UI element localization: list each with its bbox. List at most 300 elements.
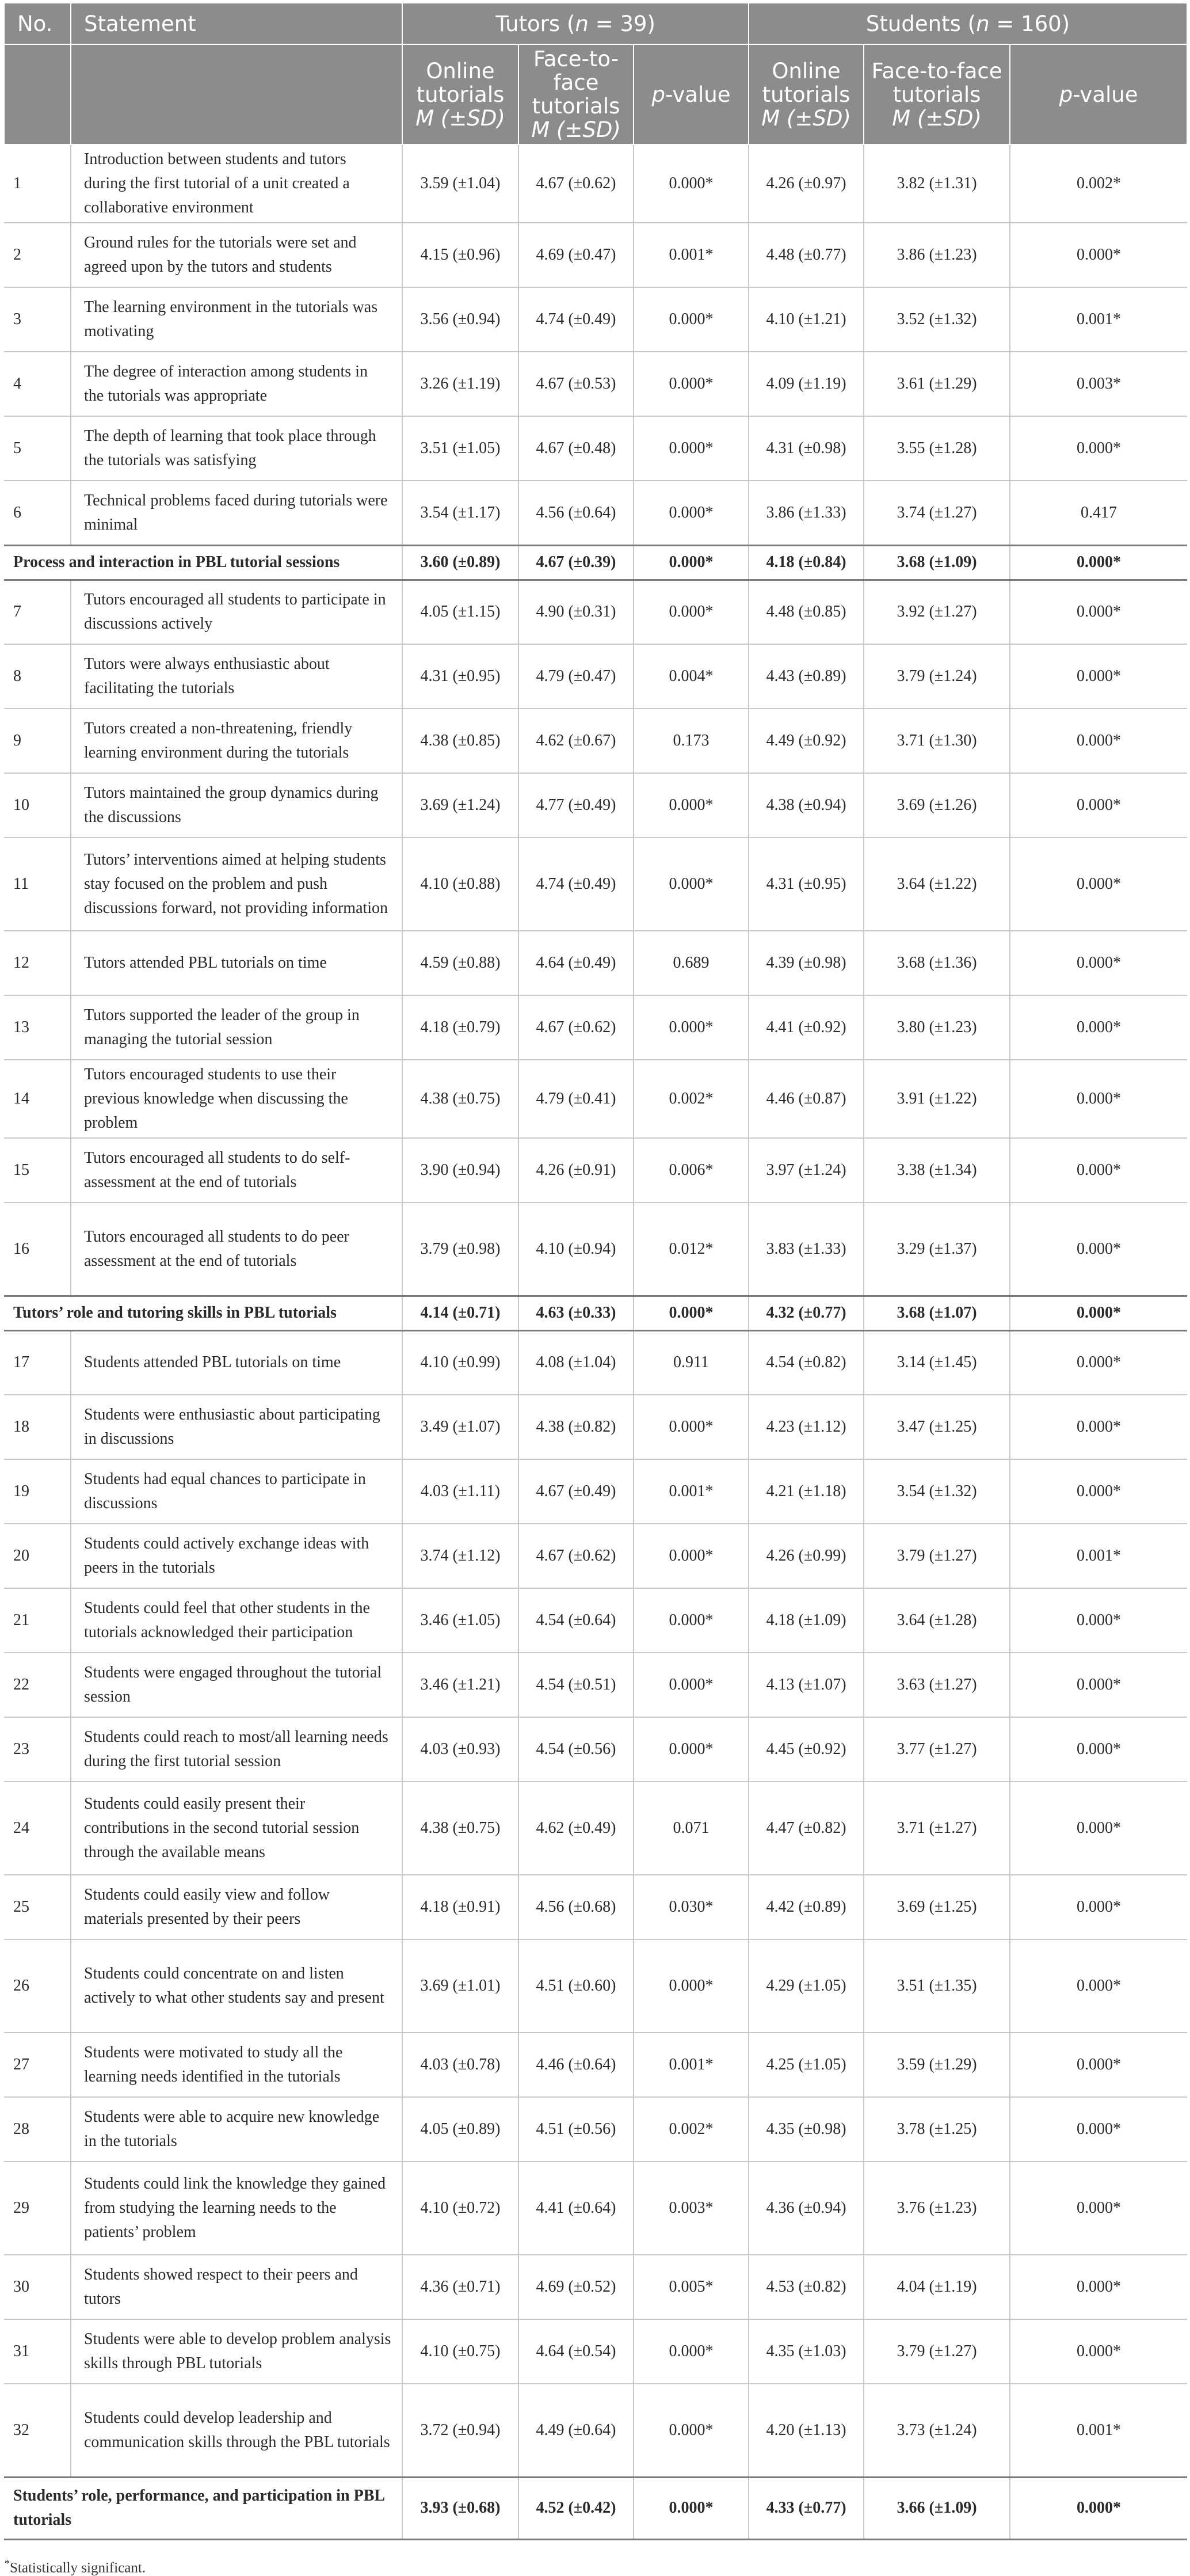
table-row [4,1939,1187,2033]
header-students-online: Online tutorials M (±SD) [749,44,864,144]
value-cell-s-f2f: 3.76 (±1.23) [864,2162,1010,2255]
value-cell-t-f2f: 4.67 (±0.39) [518,545,634,580]
value-cell-t-p: 0.000* [634,2384,749,2477]
value-cell-t-online: 3.79 (±0.98) [402,1203,518,1296]
row-number: 23 [4,1717,71,1782]
value-cell-t-f2f: 4.69 (±0.52) [518,2255,634,2319]
value-cell-t-online: 3.51 (±1.05) [402,416,518,481]
statement-cell: The degree of interaction among students in the tutorials was appropriate [71,352,402,416]
value-cell-t-p: 0.000* [634,1588,749,1653]
value-cell-t-p: 0.000* [634,416,749,481]
value-cell-t-p: 0.000* [634,1717,749,1782]
value-cell-t-online: 4.36 (±0.71) [402,2255,518,2319]
value-cell-s-p: 0.000* [1010,1138,1187,1203]
value-cell-s-online: 4.18 (±0.84) [749,545,864,580]
value-cell-s-online: 3.97 (±1.24) [749,1138,864,1203]
table-container [3,2,1187,2576]
value-cell-t-online: 4.38 (±0.85) [402,709,518,773]
value-cell-s-f2f: 3.47 (±1.25) [864,1395,1010,1459]
value-cell-t-p: 0.001* [634,2033,749,2097]
value-cell-s-f2f: 3.91 (±1.22) [864,1060,1010,1138]
table-row [4,838,1187,931]
value-cell-s-online: 4.48 (±0.77) [749,223,864,287]
value-cell-s-f2f: 3.86 (±1.23) [864,223,1010,287]
value-cell-t-online: 4.10 (±0.99) [402,1330,518,1395]
value-cell-s-p: 0.000* [1010,2477,1187,2539]
value-cell-s-p: 0.417 [1010,481,1187,545]
value-cell-t-online: 3.74 (±1.12) [402,1524,518,1588]
row-number: 1 [4,144,71,223]
value-cell-t-online: 4.05 (±0.89) [402,2097,518,2162]
table-row [4,1395,1187,1459]
table-row [4,1653,1187,1717]
value-cell-s-online: 4.38 (±0.94) [749,773,864,838]
statement-cell: Students could easily view and follow materials presented by their peers [71,1875,402,1939]
value-cell-s-f2f: 3.61 (±1.29) [864,352,1010,416]
value-cell-t-online: 4.18 (±0.79) [402,995,518,1060]
header-no: No. [4,3,71,44]
value-cell-s-online: 4.26 (±0.97) [749,144,864,223]
table-row [4,995,1187,1060]
value-cell-t-online: 4.10 (±0.72) [402,2162,518,2255]
value-cell-s-p: 0.000* [1010,2162,1187,2255]
value-cell-s-p: 0.000* [1010,2033,1187,2097]
value-cell-s-f2f: 3.82 (±1.31) [864,144,1010,223]
value-cell-s-p: 0.000* [1010,223,1187,287]
value-cell-s-f2f: 3.55 (±1.28) [864,416,1010,481]
value-cell-t-f2f: 4.26 (±0.91) [518,1138,634,1203]
statement-cell: The depth of learning that took place through the tutorials was satisfying [71,416,402,481]
table-header [4,3,1187,144]
statement-cell: Students attended PBL tutorials on time [71,1330,402,1395]
value-cell-t-online: 4.10 (±0.75) [402,2319,518,2384]
row-number: 2 [4,223,71,287]
value-cell-s-online: 4.43 (±0.89) [749,644,864,709]
value-cell-t-f2f: 4.67 (±0.48) [518,416,634,481]
value-cell-t-online: 3.49 (±1.07) [402,1395,518,1459]
table-row [4,2033,1187,2097]
value-cell-s-p: 0.000* [1010,838,1187,931]
value-cell-s-p: 0.002* [1010,144,1187,223]
value-cell-t-p: 0.012* [634,1203,749,1296]
value-cell-s-f2f: 3.71 (±1.30) [864,709,1010,773]
value-cell-t-online: 4.10 (±0.88) [402,838,518,931]
value-cell-t-online: 4.14 (±0.71) [402,1296,518,1330]
value-cell-t-online: 3.46 (±1.21) [402,1653,518,1717]
section-title: Tutors’ role and tutoring skills in PBL tutorials [4,1296,402,1330]
value-cell-t-p: 0.000* [634,2319,749,2384]
table-row [4,223,1187,287]
value-cell-t-f2f: 4.74 (±0.49) [518,287,634,352]
value-cell-s-p: 0.000* [1010,1588,1187,1653]
value-cell-t-f2f: 4.10 (±0.94) [518,1203,634,1296]
table-row [4,1060,1187,1138]
footnote [3,2558,1187,2576]
value-cell-t-online: 4.38 (±0.75) [402,1060,518,1138]
value-cell-t-f2f: 4.74 (±0.49) [518,838,634,931]
value-cell-t-f2f: 4.51 (±0.56) [518,2097,634,2162]
value-cell-s-p: 0.001* [1010,2384,1187,2477]
statement-cell: Students were able to develop problem analysis skills through PBL tutorials [71,2319,402,2384]
value-cell-t-p: 0.005* [634,2255,749,2319]
value-cell-s-online: 4.09 (±1.19) [749,352,864,416]
table-row [4,1717,1187,1782]
value-cell-s-f2f: 3.74 (±1.27) [864,481,1010,545]
row-number: 10 [4,773,71,838]
value-cell-t-p: 0.001* [634,223,749,287]
value-cell-t-f2f: 4.08 (±1.04) [518,1330,634,1395]
value-cell-s-f2f: 3.71 (±1.27) [864,1782,1010,1875]
statement-cell: Students could feel that other students in the tutorials acknowledged their participation [71,1588,402,1653]
value-cell-t-f2f: 4.49 (±0.64) [518,2384,634,2477]
table-row [4,1588,1187,1653]
header-tutors-pvalue: p-value [634,44,749,144]
row-number: 4 [4,352,71,416]
value-cell-s-p: 0.000* [1010,2097,1187,2162]
value-cell-t-f2f: 4.64 (±0.54) [518,2319,634,2384]
value-cell-s-p: 0.000* [1010,1459,1187,1524]
value-cell-s-f2f: 3.73 (±1.24) [864,2384,1010,2477]
value-cell-t-f2f: 4.67 (±0.49) [518,1459,634,1524]
value-cell-s-p: 0.000* [1010,416,1187,481]
value-cell-t-online: 4.03 (±0.93) [402,1717,518,1782]
value-cell-s-f2f: 3.69 (±1.26) [864,773,1010,838]
row-number: 7 [4,580,71,644]
value-cell-t-p: 0.003* [634,2162,749,2255]
value-cell-s-online: 4.25 (±1.05) [749,2033,864,2097]
table-row [4,644,1187,709]
value-cell-s-p: 0.000* [1010,1653,1187,1717]
table-row [4,1138,1187,1203]
table-row [4,2319,1187,2384]
value-cell-s-f2f: 3.68 (±1.09) [864,545,1010,580]
value-cell-s-p: 0.000* [1010,644,1187,709]
header-tutors-online: Online tutorials M (±SD) [402,44,518,144]
statement-cell: Students were able to acquire new knowledge in the tutorials [71,2097,402,2162]
value-cell-s-p: 0.000* [1010,1395,1187,1459]
value-cell-t-p: 0.000* [634,838,749,931]
header-tutors: Tutors (n = 39) [402,3,749,44]
header-students-f2f: Face-to-face tutorials M (±SD) [864,44,1010,144]
value-cell-t-f2f: 4.77 (±0.49) [518,773,634,838]
row-number: 26 [4,1939,71,2033]
value-cell-t-p: 0.000* [634,773,749,838]
section-summary-row [4,1296,1187,1330]
results-table [3,2,1188,2540]
row-number: 21 [4,1588,71,1653]
table-row [4,1203,1187,1296]
row-number: 8 [4,644,71,709]
value-cell-t-f2f: 4.54 (±0.51) [518,1653,634,1717]
value-cell-t-f2f: 4.54 (±0.64) [518,1588,634,1653]
value-cell-s-online: 4.47 (±0.82) [749,1782,864,1875]
value-cell-s-f2f: 3.29 (±1.37) [864,1203,1010,1296]
statement-cell: The learning environment in the tutorials was motivating [71,287,402,352]
value-cell-s-online: 3.86 (±1.33) [749,481,864,545]
value-cell-s-f2f: 3.79 (±1.27) [864,2319,1010,2384]
value-cell-s-online: 4.35 (±1.03) [749,2319,864,2384]
value-cell-s-online: 4.20 (±1.13) [749,2384,864,2477]
value-cell-t-f2f: 4.63 (±0.33) [518,1296,634,1330]
value-cell-t-p: 0.002* [634,2097,749,2162]
value-cell-s-p: 0.000* [1010,1203,1187,1296]
table-row [4,2162,1187,2255]
footnote-text: Statistically significant. [10,2559,146,2575]
value-cell-t-f2f: 4.46 (±0.64) [518,2033,634,2097]
row-number: 18 [4,1395,71,1459]
statement-cell: Students could concentrate on and listen actively to what other students say and present [71,1939,402,2033]
value-cell-s-f2f: 3.80 (±1.23) [864,995,1010,1060]
value-cell-t-p: 0.030* [634,1875,749,1939]
statement-cell: Students could reach to most/all learning needs during the first tutorial session [71,1717,402,1782]
value-cell-s-online: 4.54 (±0.82) [749,1330,864,1395]
value-cell-t-p: 0.004* [634,644,749,709]
value-cell-t-online: 4.31 (±0.95) [402,644,518,709]
row-number: 5 [4,416,71,481]
value-cell-s-p: 0.000* [1010,995,1187,1060]
statement-cell: Introduction between students and tutors during the first tutorial of a unit created a collaborative environment [71,144,402,223]
row-number: 19 [4,1459,71,1524]
row-number: 14 [4,1060,71,1138]
table-row [4,1459,1187,1524]
value-cell-t-online: 3.93 (±0.68) [402,2477,518,2539]
value-cell-s-online: 4.18 (±1.09) [749,1588,864,1653]
value-cell-t-online: 4.03 (±0.78) [402,2033,518,2097]
value-cell-s-f2f: 3.64 (±1.28) [864,1588,1010,1653]
row-number: 20 [4,1524,71,1588]
statement-cell: Technical problems faced during tutorials were minimal [71,481,402,545]
value-cell-s-f2f: 3.78 (±1.25) [864,2097,1010,2162]
value-cell-t-p: 0.000* [634,545,749,580]
section-title: Process and interaction in PBL tutorial sessions [4,545,402,580]
value-cell-t-p: 0.689 [634,931,749,995]
table-row [4,1782,1187,1875]
value-cell-t-p: 0.000* [634,352,749,416]
row-number: 12 [4,931,71,995]
value-cell-t-f2f: 4.54 (±0.56) [518,1717,634,1782]
value-cell-s-f2f: 3.77 (±1.27) [864,1717,1010,1782]
row-number: 17 [4,1330,71,1395]
value-cell-t-online: 4.03 (±1.11) [402,1459,518,1524]
value-cell-s-online: 4.31 (±0.95) [749,838,864,931]
value-cell-s-online: 4.29 (±1.05) [749,1939,864,2033]
statement-cell: Tutors created a non-threatening, friendly learning environment during the tutorials [71,709,402,773]
statement-cell: Tutors encouraged students to use their previous knowledge when discussing the problem [71,1060,402,1138]
statement-cell: Tutors maintained the group dynamics during the discussions [71,773,402,838]
value-cell-s-f2f: 3.66 (±1.09) [864,2477,1010,2539]
value-cell-t-online: 3.59 (±1.04) [402,144,518,223]
value-cell-s-online: 4.36 (±0.94) [749,2162,864,2255]
table-row [4,2255,1187,2319]
value-cell-s-p: 0.000* [1010,2255,1187,2319]
statement-cell: Tutors encouraged all students to participate in discussions actively [71,580,402,644]
section-title: Students’ role, performance, and participation in PBL tutorials [4,2477,402,2539]
section-summary-row [4,545,1187,580]
table-row [4,709,1187,773]
row-number: 28 [4,2097,71,2162]
header-students-pvalue: p-value [1010,44,1187,144]
header-blank-1 [4,44,71,144]
table-row [4,2097,1187,2162]
table-row [4,773,1187,838]
statement-cell: Tutors’ interventions aimed at helping students stay focused on the problem and push discussions forward, not providing information [71,838,402,931]
value-cell-s-p: 0.000* [1010,545,1187,580]
value-cell-s-p: 0.000* [1010,1060,1187,1138]
value-cell-t-f2f: 4.51 (±0.60) [518,1939,634,2033]
value-cell-t-online: 4.05 (±1.15) [402,580,518,644]
value-cell-s-p: 0.000* [1010,1330,1187,1395]
value-cell-s-f2f: 3.59 (±1.29) [864,2033,1010,2097]
row-number: 25 [4,1875,71,1939]
value-cell-s-p: 0.000* [1010,709,1187,773]
header-blank-2 [71,44,402,144]
statement-cell: Students were motivated to study all the learning needs identified in the tutorials [71,2033,402,2097]
table-row [4,580,1187,644]
value-cell-s-f2f: 3.14 (±1.45) [864,1330,1010,1395]
value-cell-t-f2f: 4.56 (±0.64) [518,481,634,545]
value-cell-t-p: 0.911 [634,1330,749,1395]
value-cell-t-f2f: 4.79 (±0.41) [518,1060,634,1138]
value-cell-s-f2f: 3.68 (±1.36) [864,931,1010,995]
value-cell-s-online: 4.35 (±0.98) [749,2097,864,2162]
value-cell-s-f2f: 3.38 (±1.34) [864,1138,1010,1203]
value-cell-s-f2f: 3.79 (±1.27) [864,1524,1010,1588]
row-number: 6 [4,481,71,545]
value-cell-t-p: 0.000* [634,995,749,1060]
value-cell-s-p: 0.000* [1010,1782,1187,1875]
header-students: Students (n = 160) [749,3,1187,44]
value-cell-s-online: 4.26 (±0.99) [749,1524,864,1588]
value-cell-t-online: 3.90 (±0.94) [402,1138,518,1203]
row-number: 13 [4,995,71,1060]
row-number: 15 [4,1138,71,1203]
row-number: 3 [4,287,71,352]
header-statement: Statement [71,3,402,44]
statement-cell: Students were enthusiastic about participating in discussions [71,1395,402,1459]
value-cell-s-online: 4.42 (±0.89) [749,1875,864,1939]
statement-cell: Students could easily present their contributions in the second tutorial session through the available means [71,1782,402,1875]
row-number: 30 [4,2255,71,2319]
statement-cell: Students could develop leadership and communication skills through the PBL tutorials [71,2384,402,2477]
value-cell-t-p: 0.000* [634,1296,749,1330]
value-cell-t-f2f: 4.67 (±0.62) [518,1524,634,1588]
row-number: 24 [4,1782,71,1875]
value-cell-s-p: 0.000* [1010,2319,1187,2384]
value-cell-s-p: 0.000* [1010,1875,1187,1939]
value-cell-s-online: 4.39 (±0.98) [749,931,864,995]
value-cell-s-p: 0.001* [1010,1524,1187,1588]
row-number: 29 [4,2162,71,2255]
footnote-mark: * [5,2557,10,2569]
table-row [4,144,1187,223]
value-cell-t-p: 0.006* [634,1138,749,1203]
value-cell-t-p: 0.000* [634,1395,749,1459]
value-cell-t-online: 3.69 (±1.24) [402,773,518,838]
value-cell-t-online: 3.72 (±0.94) [402,2384,518,2477]
statement-cell: Tutors attended PBL tutorials on time [71,931,402,995]
row-number: 11 [4,838,71,931]
value-cell-t-f2f: 4.62 (±0.67) [518,709,634,773]
value-cell-t-p: 0.002* [634,1060,749,1138]
value-cell-s-online: 4.23 (±1.12) [749,1395,864,1459]
value-cell-s-f2f: 3.92 (±1.27) [864,580,1010,644]
value-cell-s-online: 4.21 (±1.18) [749,1459,864,1524]
table-row [4,1875,1187,1939]
value-cell-t-p: 0.001* [634,1459,749,1524]
value-cell-s-online: 4.33 (±0.77) [749,2477,864,2539]
statement-cell: Tutors encouraged all students to do self-assessment at the end of tutorials [71,1138,402,1203]
value-cell-s-online: 4.49 (±0.92) [749,709,864,773]
row-number: 32 [4,2384,71,2477]
value-cell-t-f2f: 4.62 (±0.49) [518,1782,634,1875]
value-cell-t-f2f: 4.67 (±0.62) [518,995,634,1060]
header-tutors-f2f: Face-to-face tutorials M (±SD) [518,44,634,144]
value-cell-s-online: 4.48 (±0.85) [749,580,864,644]
value-cell-t-p: 0.000* [634,287,749,352]
table-row [4,481,1187,545]
value-cell-s-online: 4.46 (±0.87) [749,1060,864,1138]
value-cell-t-f2f: 4.67 (±0.53) [518,352,634,416]
value-cell-t-f2f: 4.69 (±0.47) [518,223,634,287]
value-cell-s-online: 4.31 (±0.98) [749,416,864,481]
value-cell-t-online: 3.60 (±0.89) [402,545,518,580]
value-cell-t-online: 3.54 (±1.17) [402,481,518,545]
row-number: 16 [4,1203,71,1296]
row-number: 9 [4,709,71,773]
table-row [4,931,1187,995]
value-cell-s-online: 4.45 (±0.92) [749,1717,864,1782]
value-cell-t-online: 3.26 (±1.19) [402,352,518,416]
statement-cell: Students were engaged throughout the tutorial session [71,1653,402,1717]
value-cell-s-f2f: 3.52 (±1.32) [864,287,1010,352]
value-cell-t-online: 4.38 (±0.75) [402,1782,518,1875]
value-cell-s-f2f: 3.79 (±1.24) [864,644,1010,709]
row-number: 31 [4,2319,71,2384]
value-cell-s-f2f: 4.04 (±1.19) [864,2255,1010,2319]
value-cell-s-f2f: 3.54 (±1.32) [864,1459,1010,1524]
value-cell-t-f2f: 4.67 (±0.62) [518,144,634,223]
value-cell-s-f2f: 3.64 (±1.22) [864,838,1010,931]
table-row [4,1330,1187,1395]
table-row [4,287,1187,352]
value-cell-s-online: 3.83 (±1.33) [749,1203,864,1296]
statement-cell: Tutors encouraged all students to do peer assessment at the end of tutorials [71,1203,402,1296]
table-row [4,416,1187,481]
value-cell-t-f2f: 4.38 (±0.82) [518,1395,634,1459]
statement-cell: Ground rules for the tutorials were set and agreed upon by the tutors and students [71,223,402,287]
value-cell-s-f2f: 3.63 (±1.27) [864,1653,1010,1717]
table-row [4,1524,1187,1588]
table-row [4,352,1187,416]
value-cell-s-f2f: 3.69 (±1.25) [864,1875,1010,1939]
value-cell-s-online: 4.13 (±1.07) [749,1653,864,1717]
value-cell-t-online: 3.56 (±0.94) [402,287,518,352]
value-cell-t-f2f: 4.52 (±0.42) [518,2477,634,2539]
statement-cell: Students showed respect to their peers and tutors [71,2255,402,2319]
value-cell-t-f2f: 4.79 (±0.47) [518,644,634,709]
statement-cell: Tutors supported the leader of the group in managing the tutorial session [71,995,402,1060]
value-cell-t-p: 0.173 [634,709,749,773]
value-cell-s-p: 0.000* [1010,1939,1187,2033]
value-cell-t-online: 3.46 (±1.05) [402,1588,518,1653]
value-cell-t-p: 0.071 [634,1782,749,1875]
value-cell-t-p: 0.000* [634,580,749,644]
statement-cell: Students could actively exchange ideas with peers in the tutorials [71,1524,402,1588]
value-cell-t-online: 4.18 (±0.91) [402,1875,518,1939]
value-cell-t-online: 3.69 (±1.01) [402,1939,518,2033]
table-body [4,144,1187,2539]
value-cell-s-p: 0.000* [1010,580,1187,644]
